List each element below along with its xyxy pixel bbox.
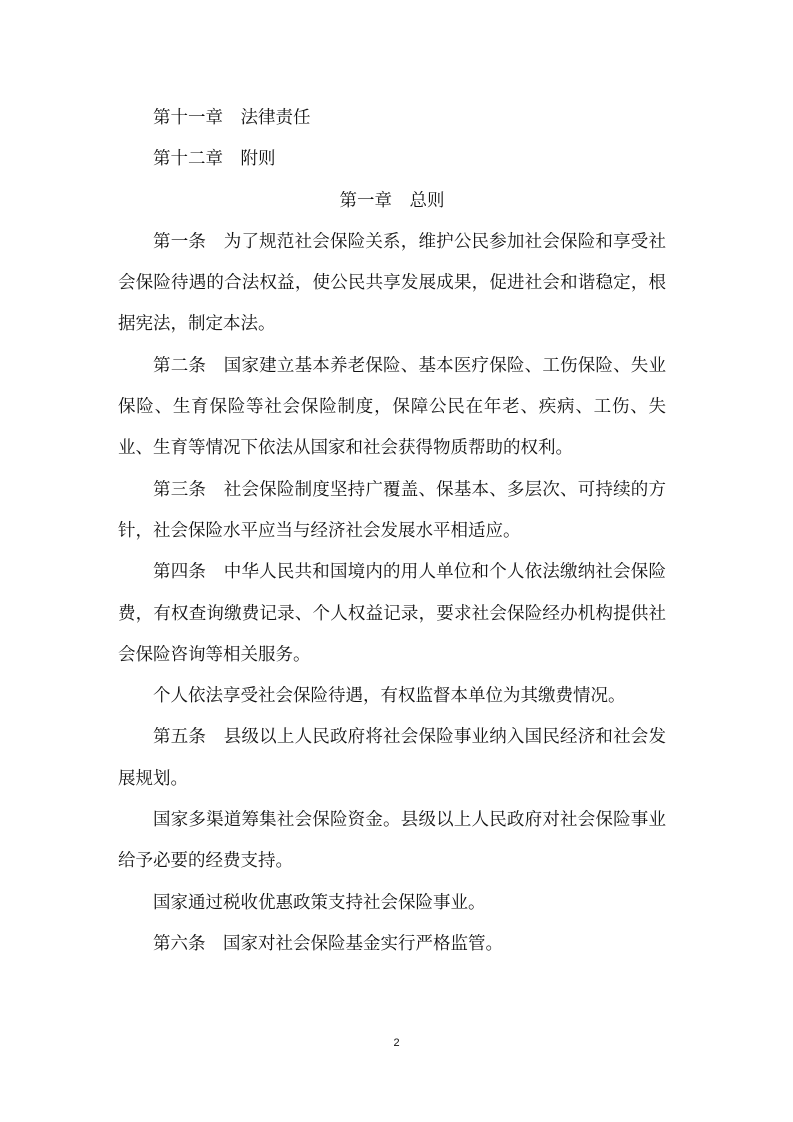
article-5-paragraph-3: 国家通过税收优惠政策支持社会保险事业。 <box>153 892 486 913</box>
article-1: 第一条 为了规范社会保险关系，维护公民参加社会保险和享受社会保险待遇的合法权益，使公民共享发展成果，促进社会和谐稳定，根据宪法，制定本法。 <box>118 231 666 335</box>
article-5-paragraph-2: 国家多渠道筹集社会保险资金。县级以上人民政府对社会保险事业给予必要的经费支持。 <box>118 810 666 872</box>
article-4: 第四条 中华人民共和国境内的用人单位和个人依法缴纳社会保险费，有权查询缴费记录、个人权益记录，要求社会保险经办机构提供社会保险咨询等相关服务。 <box>118 562 666 665</box>
article-6: 第六条 国家对社会保险基金实行严格监管。 <box>153 933 503 954</box>
toc-entry-chapter-12: 第十二章 附则 <box>153 149 276 170</box>
article-2: 第二条 国家建立基本养老保险、基本医疗保险、工伤保险、失业保险、生育保险等社会保险制度，保障公民在年老、疾病、工伤、失业、生育等情况下依法从国家和社会获得物质帮助的权利。 <box>118 355 666 459</box>
article-5: 第五条 县级以上人民政府将社会保险事业纳入国民经济和社会发展规划。 <box>118 727 666 789</box>
page-content <box>118 98 666 965</box>
article-3: 第三条 社会保险制度坚持广覆盖、保基本、多层次、可持续的方针，社会保险水平应当与经济社会发展水平相适应。 <box>118 479 666 541</box>
article-4-paragraph-2: 个人依法享受社会保险待遇，有权监督本单位为其缴费情况。 <box>153 686 626 707</box>
toc-entry-chapter-11: 第十一章 法律责任 <box>153 108 311 128</box>
page-number: 2 <box>393 1037 400 1049</box>
chapter-heading: 第一章 总则 <box>339 190 445 211</box>
